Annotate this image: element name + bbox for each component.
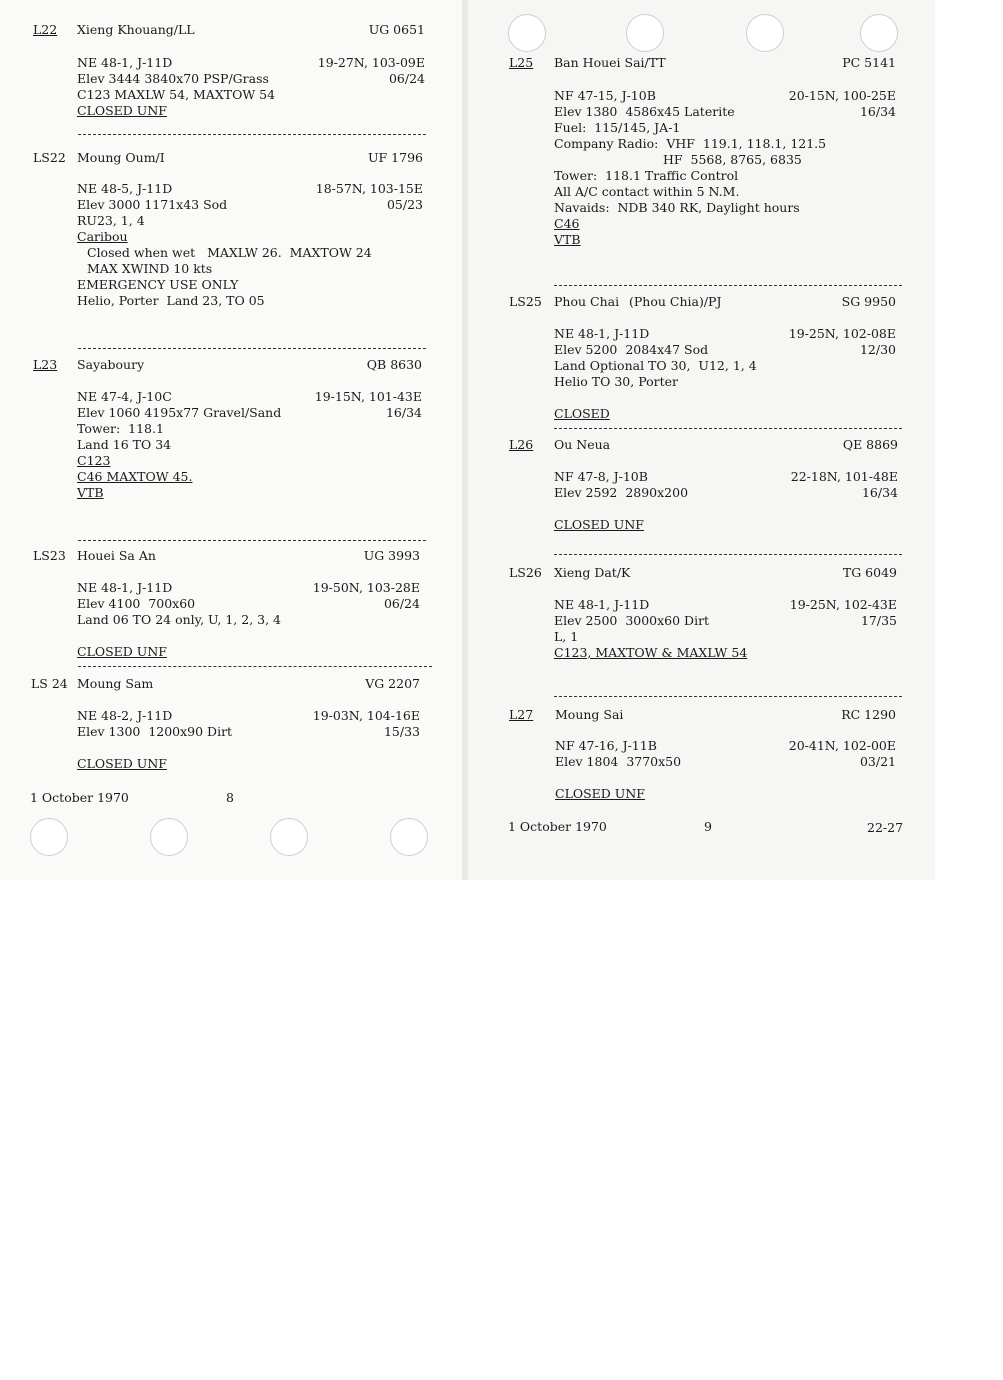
punch-hole [860,14,898,52]
entry-line: EMERGENCY USE ONLY [77,277,239,292]
entry-line: C46 MAXTOW 45. [77,469,193,484]
entry-line: Land 16 TO 34 [77,437,172,452]
entry-runway: 16/34 [385,405,422,420]
entry-runway: 06/24 [388,71,425,86]
entry-status: CLOSED [554,406,610,421]
entry-line: Elev 1804 3770x50 [555,754,682,769]
entry-coords: 19-25N, 102-08E [788,326,896,341]
footer-range: 22-27 [867,820,904,835]
separator-line [78,666,432,667]
entry-line: NE 47-4, J-10C [77,389,172,404]
entry-runway: 05/23 [386,197,423,212]
entry-name: Houei Sa An [77,548,156,563]
entry-line: NE 48-1, J-11D [554,597,650,612]
entry-id: L23 [33,357,58,372]
entry-grid-code: UG 3993 [363,548,420,563]
entry-name: Xieng Khouang/LL [77,22,195,37]
entry-line: Closed when wet MAXLW 26. MAXTOW 24 [87,245,372,260]
entry-line: Fuel: 115/145, JA-1 [554,120,681,135]
entry-line: NE 48-1, J-11D [554,326,650,341]
separator-line [554,696,902,697]
right-page [468,0,935,880]
entry-status: CLOSED UNF [77,756,167,771]
entry-grid-code: PC 5141 [842,55,896,70]
entry-id: L25 [509,55,534,70]
separator-line [554,554,902,555]
entry-name: Xieng Dat/K [554,565,631,580]
entry-name: Moung Oum/I [77,150,165,165]
entry-name: Ban Houei Sai/TT [554,55,666,70]
entry-status: CLOSED UNF [555,786,645,801]
entry-line: Land 06 TO 24 only, U, 1, 2, 3, 4 [77,612,282,627]
entry-status: CLOSED UNF [77,644,167,659]
entry-coords: 19-27N, 103-09E [317,55,425,70]
entry-line: VTB [554,232,581,247]
entry-coords: 19-15N, 101-43E [314,389,422,404]
separator-line [78,540,426,541]
entry-runway: 16/34 [861,485,898,500]
entry-runway: 06/24 [383,596,420,611]
entry-alt-name: (Phou Chia)/PJ [629,294,722,309]
separator-line [554,428,902,429]
entry-ls23 [33,548,420,660]
entry-grid-code: TG 6049 [842,565,897,580]
entry-line: NF 47-16, J-11B [555,738,657,753]
entry-line: Elev 4100 700x60 [77,596,196,611]
entry-id: L22 [33,22,58,37]
entry-line: All A/C contact within 5 N.M. [554,184,740,199]
separator-line [78,348,426,349]
entry-name: Moung Sam [77,676,154,691]
entry-line: Land Optional TO 30, U12, 1, 4 [554,358,757,373]
punch-hole [270,818,308,856]
footer-date: 1 October 1970 [508,819,607,834]
entry-line: Company Radio: VHF 119.1, 118.1, 121.5 [554,136,827,151]
entry-line: NE 48-1, J-11D [77,55,173,70]
entry-runway: 15/33 [383,724,420,739]
entry-name: Phou Chai [554,294,620,309]
entry-line: VTB [77,485,104,500]
entry-line: C123 MAXLW 54, MAXTOW 54 [77,87,276,102]
footer-date: 1 October 1970 [30,790,129,805]
entry-coords: 19-50N, 103-28E [312,580,420,595]
footer-page-number: 8 [226,790,234,805]
entry-line: C46 [554,216,580,231]
punch-hole [508,14,546,52]
entry-line: NE 48-1, J-11D [77,580,173,595]
entry-id: LS25 [509,294,542,309]
punch-hole [390,818,428,856]
entry-line: Elev 3444 3840x70 PSP/Grass [77,71,269,86]
entry-ls26 [509,565,897,665]
entry-line: RU23, 1, 4 [77,213,145,228]
entry-line: Elev 1380 4586x45 Laterite [554,104,735,119]
entry-coords: 19-25N, 102-43E [789,597,897,612]
entry-name: Sayaboury [77,357,145,372]
entry-line: NF 47-8, J-10B [554,469,648,484]
entry-id: LS22 [33,150,66,165]
entry-status: CLOSED UNF [77,103,167,118]
left-page [0,0,462,880]
separator-line [78,134,426,135]
entry-line: Helio, Porter Land 23, TO 05 [77,293,265,308]
entry-line: Tower: 118.1 Traffic Control [554,168,739,183]
entry-line: Elev 1060 4195x77 Gravel/Sand [77,405,282,420]
entry-l23 [33,357,422,517]
entry-runway: 17/35 [860,613,897,628]
entry-id: LS26 [509,565,542,580]
entry-line: Caribou [77,229,128,244]
entry-id: L26 [509,437,534,452]
entry-coords: 22-18N, 101-48E [790,469,898,484]
entry-line: Elev 1300 1200x90 Dirt [77,724,233,739]
entry-ls24 [31,676,420,776]
entry-line: L, 1 [554,629,579,644]
entry-coords: 19-03N, 104-16E [312,708,420,723]
entry-runway: 12/30 [859,342,896,357]
punch-hole [150,818,188,856]
entry-line: NF 47-15, J-10B [554,88,656,103]
entry-grid-code: QE 8869 [842,437,898,452]
entry-id: LS23 [33,548,66,563]
punch-hole [30,818,68,856]
punch-hole [746,14,784,52]
entry-line: Tower: 118.1 [77,421,164,436]
entry-line: MAX XWIND 10 kts [87,261,213,276]
entry-ls22 [33,150,423,310]
entry-grid-code: UG 0651 [368,22,425,37]
entry-line: Elev 5200 2084x47 Sod [554,342,709,357]
entry-line: Elev 2500 3000x60 Dirt [554,613,710,628]
entry-l25 [509,55,896,255]
entry-coords: 18-57N, 103-15E [315,181,423,196]
entry-grid-code: UF 1796 [368,150,423,165]
entry-l22 [33,22,425,122]
entry-grid-code: SG 9950 [841,294,896,309]
entry-name: Ou Neua [554,437,611,452]
entry-line: NE 48-5, J-11D [77,181,173,196]
entry-l26 [509,437,898,537]
entry-line: Elev 3000 1171x43 Sod [77,197,228,212]
entry-status: CLOSED UNF [554,517,644,532]
entry-line: Helio TO 30, Porter [554,374,679,389]
entry-grid-code: RC 1290 [841,707,896,722]
entry-line: Navaids: NDB 340 RK, Daylight hours [554,200,800,215]
separator-line [554,285,902,286]
entry-runway: 03/21 [859,754,896,769]
entry-line: C123 [77,453,111,468]
punch-hole [626,14,664,52]
entry-runway: 16/34 [859,104,896,119]
entry-id: LS 24 [31,676,68,691]
entry-ls25 [509,294,896,424]
entry-grid-code: QB 8630 [366,357,422,372]
entry-line: NE 48-2, J-11D [77,708,173,723]
entry-coords: 20-15N, 100-25E [788,88,896,103]
entry-line: C123, MAXTOW & MAXLW 54 [554,645,748,660]
entry-line: HF 5568, 8765, 6835 [663,152,802,167]
entry-coords: 20-41N, 102-00E [788,738,896,753]
entry-name: Moung Sai [555,707,624,722]
entry-id: L27 [509,707,534,722]
footer-page-number: 9 [704,819,712,834]
entry-line: Elev 2592 2890x200 [554,485,689,500]
entry-grid-code: VG 2207 [365,676,420,691]
entry-l27 [509,707,896,807]
